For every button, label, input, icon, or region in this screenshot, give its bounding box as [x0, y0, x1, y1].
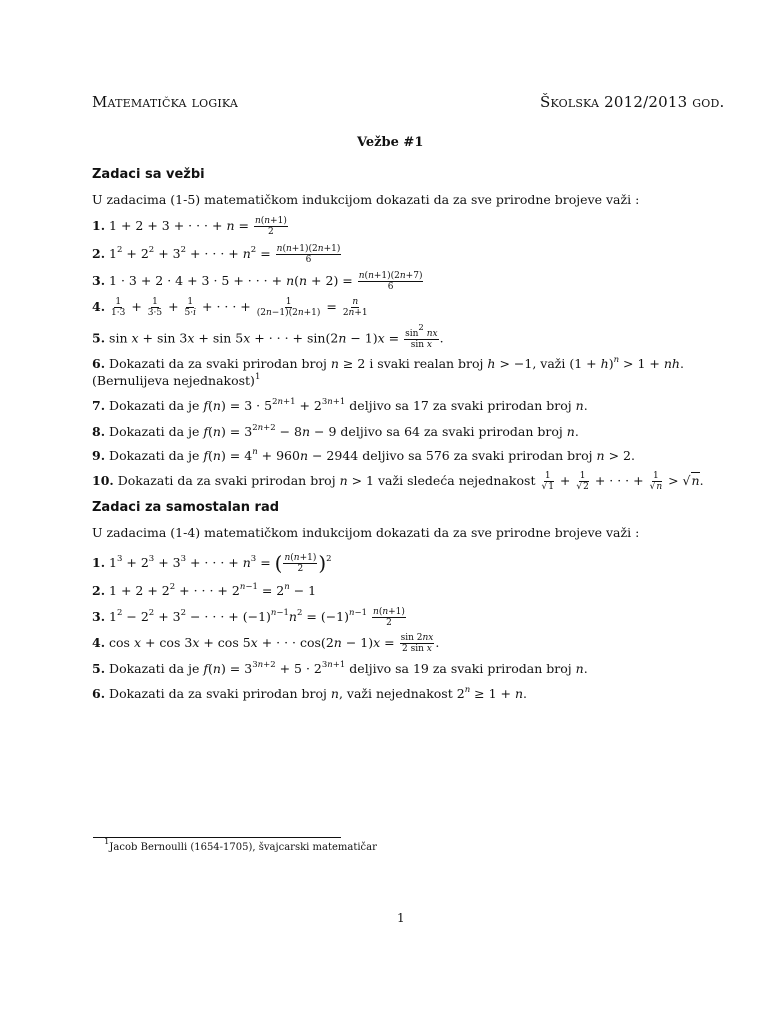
school-year: Školska 2012/2013 god. [540, 93, 725, 111]
page-title: Vežbe #1 [357, 135, 424, 150]
task-9: 9. Dokazati da je $f(n) = 4^n + 960n - 2944$ deljivo sa 576 za svaki prirodan broj n > 2. [92, 447, 635, 463]
hw-task-2: 2. $1 + 2 + 2^2$ + · · · + $2^{n-1} = 2^n - 1$ [92, 582, 317, 598]
task-7: 7. Dokazati da je $f(n) = 3 \cdot 5^{2n+1} + 2^{3n+1}$ deljivo sa 17 za svaki prirodan broj n. [92, 397, 588, 413]
footnote-text: Jacob Bernoulli (1654-1705), švajcarski matematičar [109, 842, 377, 853]
task-4: 4. $\frac{1}{1\cdot 3}$ + $\frac{1}{3\cdot 5}$ + $\frac{1}{5\cdot i}$ + · · · + $\frac{1}{(2n-1)(2n+1)}$ = $\frac{n}{2n+1}$ [92, 297, 368, 318]
section-heading-homework: Zadaci za samostalan rad [92, 500, 280, 515]
task-5: 5. sin x + sin 3x + sin 5x + · · · + sin(2n − 1)x = $\frac{\sin^2 nx}{\text{sin x}}$ . [92, 323, 444, 350]
page-number: 1 [397, 911, 405, 925]
footnote-ref: 1 [254, 372, 261, 382]
hw-task-4: 4. cos x + cos 3x + cos 5x + · · · cos(2n − 1)x = $\frac{\sin 2nx}{\text{2 sin x}}$ . [92, 633, 440, 654]
task-3: 3. 1 · 3 + 2 · 4 + 3 · 5 + · · · + n(n + 2) = $\frac{n(n+1)(2n+7)}{6}$ [92, 271, 423, 292]
task-6-note: (Bernulijeva nejednakost)$^1$ [92, 372, 261, 388]
task-8: 8. Dokazati da je $f(n) = 3^{2n+2} - 8n - 9$ deljivo sa 64 za svaki prirodan broj n. [92, 423, 579, 439]
hw-task-1: 1. $1^3 + 2^3 + 3^3$ + · · · + $n^3$ = ( $\frac{n(n+1)}{2}$ )$^2$ [92, 551, 332, 575]
footnote-rule [93, 837, 341, 838]
course-title: Matematička logika [92, 93, 239, 111]
section2-intro: U zadacima (1-4) matematičkom indukcijom dokazati da za sve prirodne brojeve važi : [92, 525, 640, 540]
task-1: 1. 1 + 2 + 3 + · · · + n = $\frac{n(n+1)}{2}$ [92, 216, 287, 237]
hw-task-6: 6. Dokazati da za svaki prirodan broj n, važi nejednakost $2^n \ge 1 + n$. [92, 685, 528, 701]
task-2: 2. $1^2 + 2^2 + 3^2$ + · · · + $n^2$ = $\frac{n(n+1)(2n+1)}{6}$ [92, 244, 341, 265]
section-heading-exercises: Zadaci sa vežbi [92, 167, 205, 182]
task-10: 10. Dokazati da za svaki prirodan broj n > 1 važi sledeća nejednakost $\frac{1}{√1}$ + $\frac{1}{√2}$ + · · · + $\frac{1}{√n}$ > √n. [92, 471, 704, 492]
hw-task-5: 5. Dokazati da je $f(n) = 3^{3n+2} + 5 \cdot 2^{3n+1}$ deljivo sa 19 za svaki prirodan broj n. [92, 660, 588, 676]
footnote-mark: 1 [104, 837, 110, 847]
section1-intro: U zadacima (1-5) matematičkom indukcijom dokazati da za sve prirodne brojeve važi : [92, 192, 640, 207]
footnote [104, 837, 377, 853]
task-6: 6. Dokazati da za svaki prirodan broj n ≥ 2 i svaki realan broj h > −1, važi $(1 + h)^n > 1$ + nh. [92, 355, 684, 371]
hw-task-3: 3. $1^2 - 2^2 + 3^2$ − · · · + $(-1)^{n-1}n^2 = (-1)^{n-1}$ $\frac{n(n+1)}{2}$ [92, 607, 405, 628]
